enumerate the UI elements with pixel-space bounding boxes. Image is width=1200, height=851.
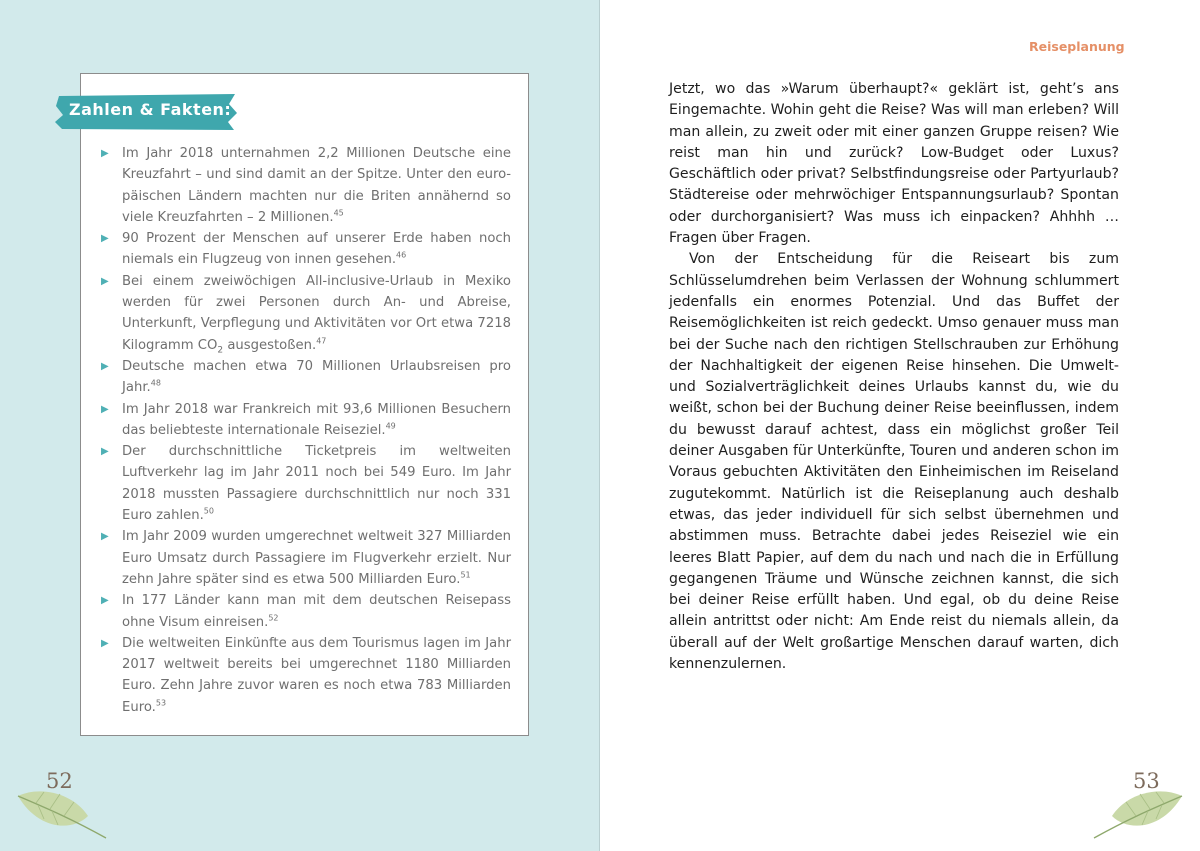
paragraph: Jetzt, wo das »Warum überhaupt?« geklärt ist, geht’s ans Eingemachte. Wohin geht die Reise? Was will man erleben? Will man allein, zu zweit oder mit einer ganzen Gruppe reisen? Wie reist man hin und zurück? Low-Budget oder Luxus? Geschäftlich oder privat? Selbstfindungsreise oder Partyurlaub? Städtereise oder mehrwöchiger Entspannungsurlaub? Spontan oder durchorganisiert? Was muss ich einpacken? Ahhhh … Fragen über Fragen.	[669, 81, 1119, 247]
body-text	[669, 79, 1119, 675]
triangle-bullet-icon: ▶	[101, 403, 109, 415]
book-spine	[599, 0, 600, 851]
fact-text: Im Jahr 2018 war Frankreich mit 93,6 Millionen Besuchern das beliebteste internationale Reiseziel.	[122, 401, 511, 438]
triangle-bullet-icon: ▶	[101, 637, 109, 649]
fact-item	[101, 441, 511, 526]
footnote-ref: 49	[385, 421, 396, 431]
footnote-ref: 46	[396, 251, 407, 261]
footnote-ref: 47	[316, 336, 327, 346]
footnote-ref: 48	[150, 378, 161, 388]
fact-text: Bei einem zweiwöchigen All-inclusive-Urlaub in Mexiko werden für zwei Personen durch An- und Abreise, Unterkunft, Verpflegung und Aktivitäten vor Ort etwa 7218 Kilogramm CO	[122, 273, 511, 353]
fact-item	[101, 356, 511, 399]
footnote-ref: 50	[203, 506, 214, 516]
triangle-bullet-icon: ▶	[101, 531, 109, 543]
fact-item	[101, 526, 511, 590]
footnote-ref: 51	[460, 570, 471, 580]
leaf-icon	[1090, 786, 1186, 842]
page-number-left: 52	[46, 769, 73, 793]
running-head: Reiseplanung	[1029, 39, 1125, 54]
fact-text: Die weltweiten Einkünfte aus dem Tourismus lagen im Jahr 2017 weltweit bereits bei umgerechnet 1180 Milliarden Euro. Zehn Jahre zuvor waren es noch etwa 783 Milliarden Euro.	[122, 635, 511, 715]
footnote-ref: 45	[333, 208, 344, 218]
footnote-ref: 52	[268, 613, 279, 623]
triangle-bullet-icon: ▶	[101, 275, 109, 287]
fact-text: Im Jahr 2018 unternahmen 2,2 Millionen Deutsche eine Kreuzfahrt – und sind damit an der Spitze. Unter den europäischen Ländern machten nur die Briten annähernd so viele Kreuzfahrten – 2 Millionen.	[122, 146, 511, 225]
footnote-ref: 53	[155, 698, 167, 708]
co2-subscript: 2	[217, 345, 224, 356]
triangle-bullet-icon: ▶	[101, 446, 109, 458]
fact-item	[101, 399, 511, 442]
triangle-bullet-icon: ▶	[101, 148, 109, 159]
paragraph: Von der Entscheidung für die Reiseart bis zum Schlüsselumdrehen beim Verlassen der Wohnung schlummert jedenfalls ein enormes Potenzial. Und das Buffet der Reisemöglichkeiten ist reich gedeckt. Umso genauer muss man bei der Suche nach den richtigen Stellschrauben zur Erhöhung der Nachhaltigkeit der eigenen Reise hinsehen. Die Umwelt- und Sozialverträglichkeit deines Urlaubs kannst du, wie du weißt, schon bei der Buchung deiner Reise beeinflussen, indem du bewusst darauf achtest, dass ein möglichst großer Teil deiner Ausgaben für Unterkünfte, Touren und anderen schon im Voraus gebuchten Aktivitäten den Einheimischen im Reiseland zugutekommt. Natürlich ist die Reiseplanung auch deshalb etwas, das jeder individuell für sich selbst übernehmen und abstimmen muss. Betrachte dabei jedes Reiseziel wie ein leeres Blatt Papier, auf dem du nach und nach die in Erfüllung gegangenen Träume und Wünsche zeichnen kannst, die sich bei deiner Reise erfüllt haben. Und egal, ob du deine Reise allein antrittst oder nicht: Am Ende reist du niemals allein, da überall auf der Welt großartige Menschen darauf warten, dich kennenzulernen.	[669, 251, 1119, 673]
triangle-bullet-icon: ▶	[101, 360, 109, 372]
fact-text: Der durchschnittliche Ticketpreis im weltweiten Luftverkehr lag im Jahr 2011 noch bei 549 Euro. Im Jahr 2018 mussten Passagiere durchschnittlich nur noch 331 Euro zahlen.	[122, 444, 511, 524]
leaf-icon	[14, 786, 110, 842]
facts-banner-title: Zahlen & Fakten:	[69, 100, 232, 119]
fact-text: Im Jahr 2009 wurden umgerechnet weltweit 327 Milliarden Euro Umsatz durch Passagiere im Flugverkehr erzielt. Nur zehn Jahre später sind es etwa 500 Milliarden Euro.	[122, 529, 511, 587]
page-number-right: 53	[1133, 769, 1160, 793]
facts-list	[101, 143, 511, 718]
fact-item	[101, 143, 511, 228]
facts-banner	[55, 93, 240, 131]
fact-item	[101, 271, 511, 356]
triangle-bullet-icon: ▶	[101, 595, 109, 607]
fact-item	[101, 228, 511, 271]
fact-text: In 177 Länder kann man mit dem deutschen Reisepass ohne Visum einreisen.	[122, 593, 511, 630]
fact-text: 90 Prozent der Menschen auf unserer Erde haben noch niemals ein Flugzeug von innen gesehen.	[122, 231, 511, 268]
fact-item	[101, 590, 511, 633]
fact-text: ausgestoßen.	[223, 337, 317, 353]
fact-item	[101, 633, 511, 718]
fact-text: Deutsche machen etwa 70 Millionen Urlaubsreisen pro Jahr.	[122, 358, 511, 396]
triangle-bullet-icon: ▶	[101, 233, 109, 245]
